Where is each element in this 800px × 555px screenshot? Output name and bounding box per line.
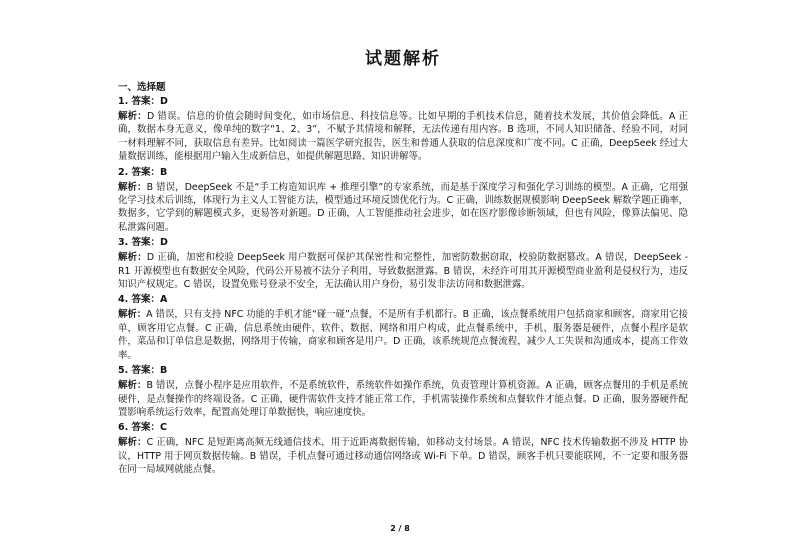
answer-4: 4. 答案：A — [118, 294, 168, 306]
explanation-label: 解析： — [118, 309, 147, 321]
section-heading: 一、选择题 — [118, 82, 166, 93]
answer-5: 5. 答案：B — [118, 365, 168, 377]
explanation-text: D 错误。信息的价值会随时间变化，如市场信息、科技信息等。比如早期的手机技术信息，随着技术发展，其价值会降低。A 正确，数据本身无意义，像单纯的数字“1、2、3”，不赋予其情境和解释，无法传递有用内容。B 选项，不同人知识储备、经验不同，对同一材料理解不同，获取信息有差异。比如阅读一篇医学研究报告，医生和普通人获取的信息深度和广度不同。C 正确，DeepSeek 经过大量数据训练，能根据用户输入生成新信息，如提供解题思路、知识讲解等。 — [118, 111, 688, 163]
question-3 — [118, 236, 688, 291]
answer-6: 6. 答案：C — [118, 422, 167, 434]
explanation-4 — [118, 308, 688, 362]
explanation-label: 解析： — [118, 437, 147, 449]
question-1 — [118, 95, 688, 164]
page-number: 2 / 8 — [390, 524, 410, 533]
explanation-5 — [118, 379, 688, 419]
explanation-1 — [118, 110, 688, 164]
question-2 — [118, 166, 688, 235]
answer-1: 1. 答案：D — [118, 96, 168, 107]
question-6 — [118, 421, 688, 476]
explanation-text: B 错误，点餐小程序是应用软件，不是系统软件，系统软件如操作系统，负责管理计算机资源。A 正确，顾客点餐用的手机是系统硬件，是点餐操作的终端设备。C 正确，硬件需软件支持才能正常工作，手机需装操作系统和点餐软件才能点餐。D 正确，服务器硬件配置影响系统运行效率，配置高处理订单数据快，响应速度快。 — [118, 380, 688, 418]
explanation-label: 解析： — [118, 252, 147, 264]
explanation-label: 解析： — [118, 181, 147, 193]
explanation-3 — [118, 251, 688, 291]
explanation-6 — [118, 436, 688, 476]
explanation-label: 解析： — [118, 380, 147, 392]
explanation-text: A 错误，只有支持 NFC 功能的手机才能“碰一碰”点餐，不是所有手机都行。B 正确，该点餐系统用户包括商家和顾客，商家用它接单，顾客用它点餐。C 正确，信息系统由硬件、软件、数据、网络和用户构成，此点餐系统中，手机、服务器是硬件，点餐小程序是软件，菜品和订单信息是数据，网络用于传输，商家和顾客是用户。D 正确，该系统规范点餐流程，减少人工失误和沟通成本，提高工作效率。 — [118, 309, 688, 361]
explanation-2 — [118, 181, 688, 235]
question-4 — [118, 293, 688, 362]
explanation-text: B 错误，DeepSeek 不是“手工构造知识库 + 推理引擎”的专家系统，而是基于深度学习和强化学习训练的模型。A 正确，它用强化学习技术后训练，体现行为主义人工智能方法，模型通过环境反馈优化行为。C 正确，训练数据规模影响 DeepSeek 解数学题正确率，数据多，它学到的解题模式多，更易答对新题。D 正确，人工智能推动社会进步，如在医疗影像诊断领域，但也有风险，像算法偏见、隐私泄露问题。 — [118, 181, 688, 233]
answer-2: 2. 答案：B — [118, 166, 168, 178]
explanation-label: 解析： — [118, 111, 147, 122]
explanation-text: D 正确，加密和校验 DeepSeek 用户数据可保护其保密性和完整性，加密防数据窃取，校验防数据篡改。A 错误，DeepSeek - R1 开源模型也有数据安全风险，代码公开易被不法分子利用，导致数据泄露。B 错误，未经许可用其开源模型商业盈利是侵权行为，违反知识产权规定。C 错误，设置免账号登录不安全，无法确认用户身份，易引发非法访问和数据泄露。 — [118, 252, 688, 291]
answer-3: 3. 答案：D — [118, 237, 168, 249]
question-5 — [118, 364, 688, 419]
page-title: 试题解析 — [365, 49, 441, 69]
explanation-text: C 正确，NFC 是短距离高频无线通信技术，用于近距离数据传输，如移动支付场景。A 错误，NFC 技术传输数据不涉及 HTTP 协议，HTTP 用于网页数据传输。B 错误，手机点餐可通过移动通信网络或 Wi-Fi 下单。D 错误，顾客手机只要能联网，不一定要和服务器在同一局域网就能点餐。 — [118, 437, 688, 476]
